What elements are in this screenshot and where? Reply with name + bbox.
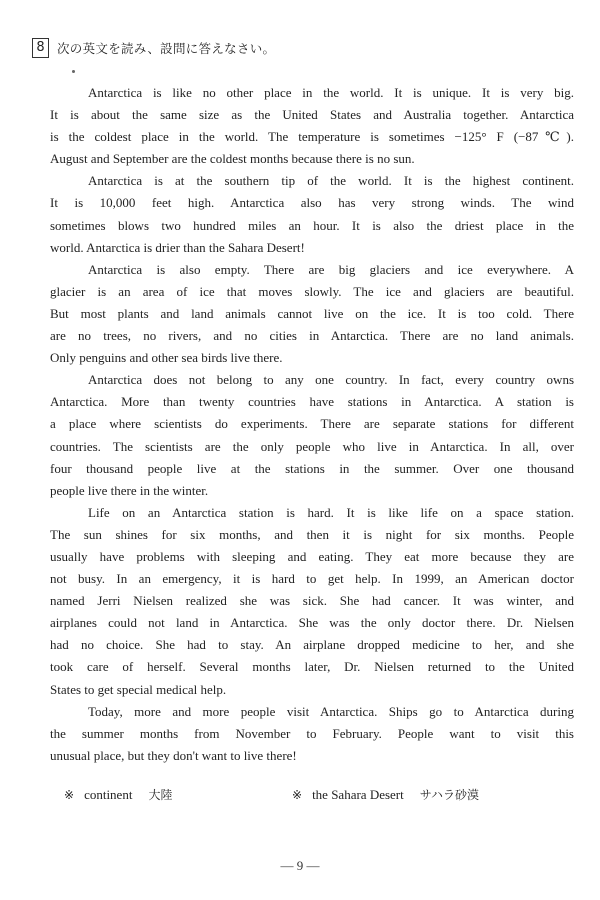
- paragraph-line: It is 10,000 feet high. Antarctica also has very strong winds. The wind: [50, 195, 574, 211]
- paragraph-line: countries. The scientists are the only people who live in Antarctica. In all, over: [50, 438, 574, 454]
- paragraph-line: is the coldest place in the world. The temperature is sometimes −125° F (−87℃).: [50, 129, 574, 145]
- paragraph: [50, 170, 574, 258]
- paragraph-line: are no trees, no rivers, and no cities in Antarctica. There are no land animals.: [50, 328, 574, 344]
- paragraph-line: Antarctica is also empty. There are big glaciers and ice everywhere. A: [88, 261, 574, 277]
- question-number-box: 8: [32, 38, 49, 58]
- paragraph-line: the summer months from November to February. People want to visit this: [50, 725, 574, 741]
- note-translation: サハラ砂漠: [419, 788, 480, 802]
- paragraph-line: had no choice. She had to stay. An airplane dropped medicine to her, and she: [50, 637, 574, 653]
- paragraph: [50, 259, 574, 369]
- paragraph-line: August and September are the coldest months because there is no sun.: [50, 151, 415, 167]
- paragraph-line: But most plants and land animals cannot live on the ice. It is too cold. There: [50, 305, 574, 321]
- paragraph-line: named Jerri Nielsen realized she was sick. She had cancer. It was winter, and: [50, 593, 574, 609]
- note-term: the Sahara Desert: [312, 786, 404, 802]
- paragraph-line: a place where scientists do experiments. There are separate stations for different: [50, 416, 574, 432]
- paragraph-line: Antarctica does not belong to any one country. In fact, every country owns: [88, 372, 574, 388]
- paragraph-line: took care of herself. Several months later, Dr. Nielsen returned to the United: [50, 659, 574, 675]
- paragraph-line: Only penguins and other sea birds live there.: [50, 350, 283, 366]
- paragraph: [50, 701, 574, 767]
- paragraph-line: people live there in the winter.: [50, 482, 209, 498]
- paragraph-line: world. Antarctica is drier than the Sahara Desert!: [50, 239, 305, 255]
- paragraph-line: glacier is an area of ice that moves slowly. The ice and glaciers are beautiful.: [50, 283, 574, 299]
- paragraph-line: States to get special medical help.: [50, 681, 227, 697]
- paragraph-line: four thousand people live at the stations in the summer. Over one thousand: [50, 460, 574, 476]
- reading-passage: [50, 82, 574, 767]
- note-sahara-desert: [292, 786, 479, 803]
- paragraph-line: Antarctica. More than twenty countries have stations in Antarctica. A station is: [50, 394, 574, 410]
- paragraph-line: Today, more and more people visit Antarctica. Ships go to Antarctica during: [88, 703, 574, 719]
- question-header: [32, 38, 275, 58]
- page-number: — 9 —: [280, 858, 320, 873]
- vocabulary-notes: [64, 786, 544, 803]
- paragraph-line: sometimes blows two hundred miles an hour. It is also the driest place in the: [50, 217, 574, 233]
- note-mark: ※: [64, 787, 75, 802]
- note-term: continent: [84, 786, 133, 802]
- paragraph-line: not busy. In an emergency, it is hard to get help. In 1999, an American doctor: [50, 571, 574, 587]
- note-continent: [64, 786, 292, 803]
- paragraph-line: Antarctica is like no other place in the world. It is unique. It is very big.: [88, 85, 574, 100]
- paragraph-line: usually have problems with sleeping and eating. They eat more because they are: [50, 548, 574, 564]
- note-mark: ※: [292, 787, 303, 802]
- note-translation: 大陸: [148, 788, 173, 802]
- paragraph-line: airplanes could not land in Antarctica. She was the only doctor there. Dr. Nielsen: [50, 615, 574, 631]
- question-instruction: 次の英文を読み、設問に答えなさい。: [57, 41, 276, 56]
- paragraph-line: It is about the same size as the United States and Australia together. Antarctica: [50, 107, 574, 123]
- paragraph: [50, 502, 574, 701]
- paragraph-line: Life on an Antarctica station is hard. It is like life on a space station.: [88, 504, 574, 520]
- paragraph: [50, 82, 574, 170]
- paragraph-line: unusual place, but they don't want to live there!: [50, 747, 297, 763]
- paragraph-line: Antarctica is at the southern tip of the world. It is the highest continent.: [88, 173, 574, 189]
- paragraph-line: The sun shines for six months, and then it is night for six months. People: [50, 526, 574, 542]
- paragraph: [50, 369, 574, 502]
- margin-dot: [72, 70, 75, 73]
